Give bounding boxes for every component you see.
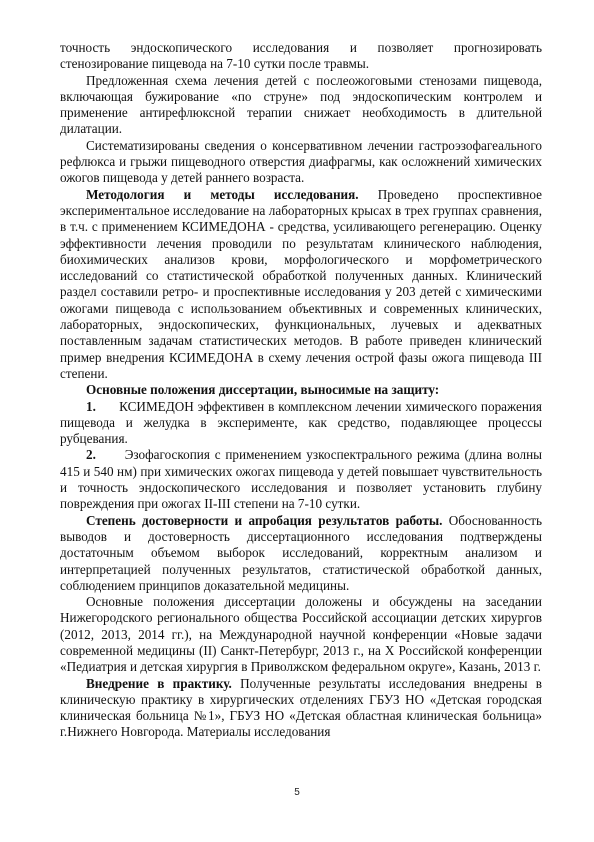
paragraph-continuation xyxy=(60,40,542,73)
paragraph-text: Предложенная схема лечения детей с послеожоговыми стенозами пищевода, включающая бужирование «по струне» под эндоскопическим контролем и применение антирефлюксной терапии снижает необходимость в длительной дилатации. xyxy=(60,72,542,137)
paragraph-reports xyxy=(60,594,542,675)
paragraph-text: Обоснованность выводов и достоверность диссертационного исследования подтверждены достаточным объемом выборок исследований, корректным анализом и интерпретацией полученных результатов, статистической обработкой данных, соблюдением принципов доказательной медицины. xyxy=(60,512,543,593)
page-content xyxy=(60,40,542,741)
paragraph-methodology xyxy=(60,187,542,383)
page-number: 5 xyxy=(294,787,300,798)
section-heading-methodology: Методология и методы исследования. xyxy=(86,186,359,202)
paragraph-reliability xyxy=(60,513,542,594)
paragraph-treatment-scheme xyxy=(60,73,542,138)
list-item-2 xyxy=(60,447,542,512)
paragraph-text: Полученные результаты исследования внедрены в клиническую практику в хирургических отделениях ГБУЗ НО «Детская городская клиническая больница №1», ГБУЗ НО «Детская областная клиническая больница» г.Нижнего Новгорода. Материалы исследования xyxy=(60,675,542,740)
list-item-1 xyxy=(60,399,542,448)
section-heading-reliability: Степень достоверности и апробация результатов работы. xyxy=(86,512,443,528)
list-text: Эзофагоскопия с применением узкоспектрального режима (длина волны 415 и 540 нм) при химических ожогах пищевода у детей повышает чувствительность и точность эндоскопического исследования и позволяет установить глубину повреждения при ожогах II-III степени на 7-10 сутки. xyxy=(60,447,542,512)
section-heading-implementation: Внедрение в практику. xyxy=(86,675,232,691)
paragraph-text: Проведено проспективное экспериментальное исследование на лабораторных крысах в трех группах сравнения, в т.ч. с применением КСИМЕДОНА - средства, усиливающего регенерацию. Оценку эффективности лечения проводили по результатам клинического наблюдения, биохимических анализов крови, морфологического и морфометрического исследований со статистической обработкой полученных данных. Клинический раздел составили ретро- и проспективные исследования у 203 детей с химическими ожогами пищевода с использованием объективных и современных клинических, лабораторных, эндоскопических, функциональных, лучевых и адекватных поставленным задачам статистических методов. В работе приведен клинический пример внедрения КСИМЕДОНА в схему лечения острой фазы ожога пищевода III степени. xyxy=(60,186,542,381)
paragraph-text: точность эндоскопического исследования и позволяет прогнозировать стенозирование пищевода на 7-10 сутки после травмы. xyxy=(60,40,542,72)
list-number: 2. xyxy=(86,447,96,463)
paragraph-text: Систематизированы сведения о консервативном лечении гастроэзофагеального рефлюкса и грыжи пищеводного отверстия диафрагмы, как осложнений химических ожогов пищевода у детей раннего возраста. xyxy=(60,137,542,186)
paragraph-implementation xyxy=(60,676,542,741)
section-heading-defense: Основные положения диссертации, выносимые на защиту: xyxy=(86,382,440,398)
paragraph-systematized xyxy=(60,138,542,187)
paragraph-defense-provisions xyxy=(60,382,542,398)
paragraph-text: Основные положения диссертации доложены и обсуждены на заседании Нижегородского регионального общества Российской ассоциации детских хирургов (2012, 2013, 2014 гг.), на Международной научной конференции «Новые задачи современной медицины (II) Санкт-Петербург, 2013 г., на X Российской конференции «Педиатрия и детская хирургия в Приволжском федеральном округе», Казань, 2013 г. xyxy=(60,594,542,675)
list-number: 1. xyxy=(86,398,96,414)
list-text: КСИМЕДОН эффективен в комплексном лечении химического поражения пищевода и желудка в эксперименте, как средство, подавляющее процессы рубцевания. xyxy=(60,398,542,447)
